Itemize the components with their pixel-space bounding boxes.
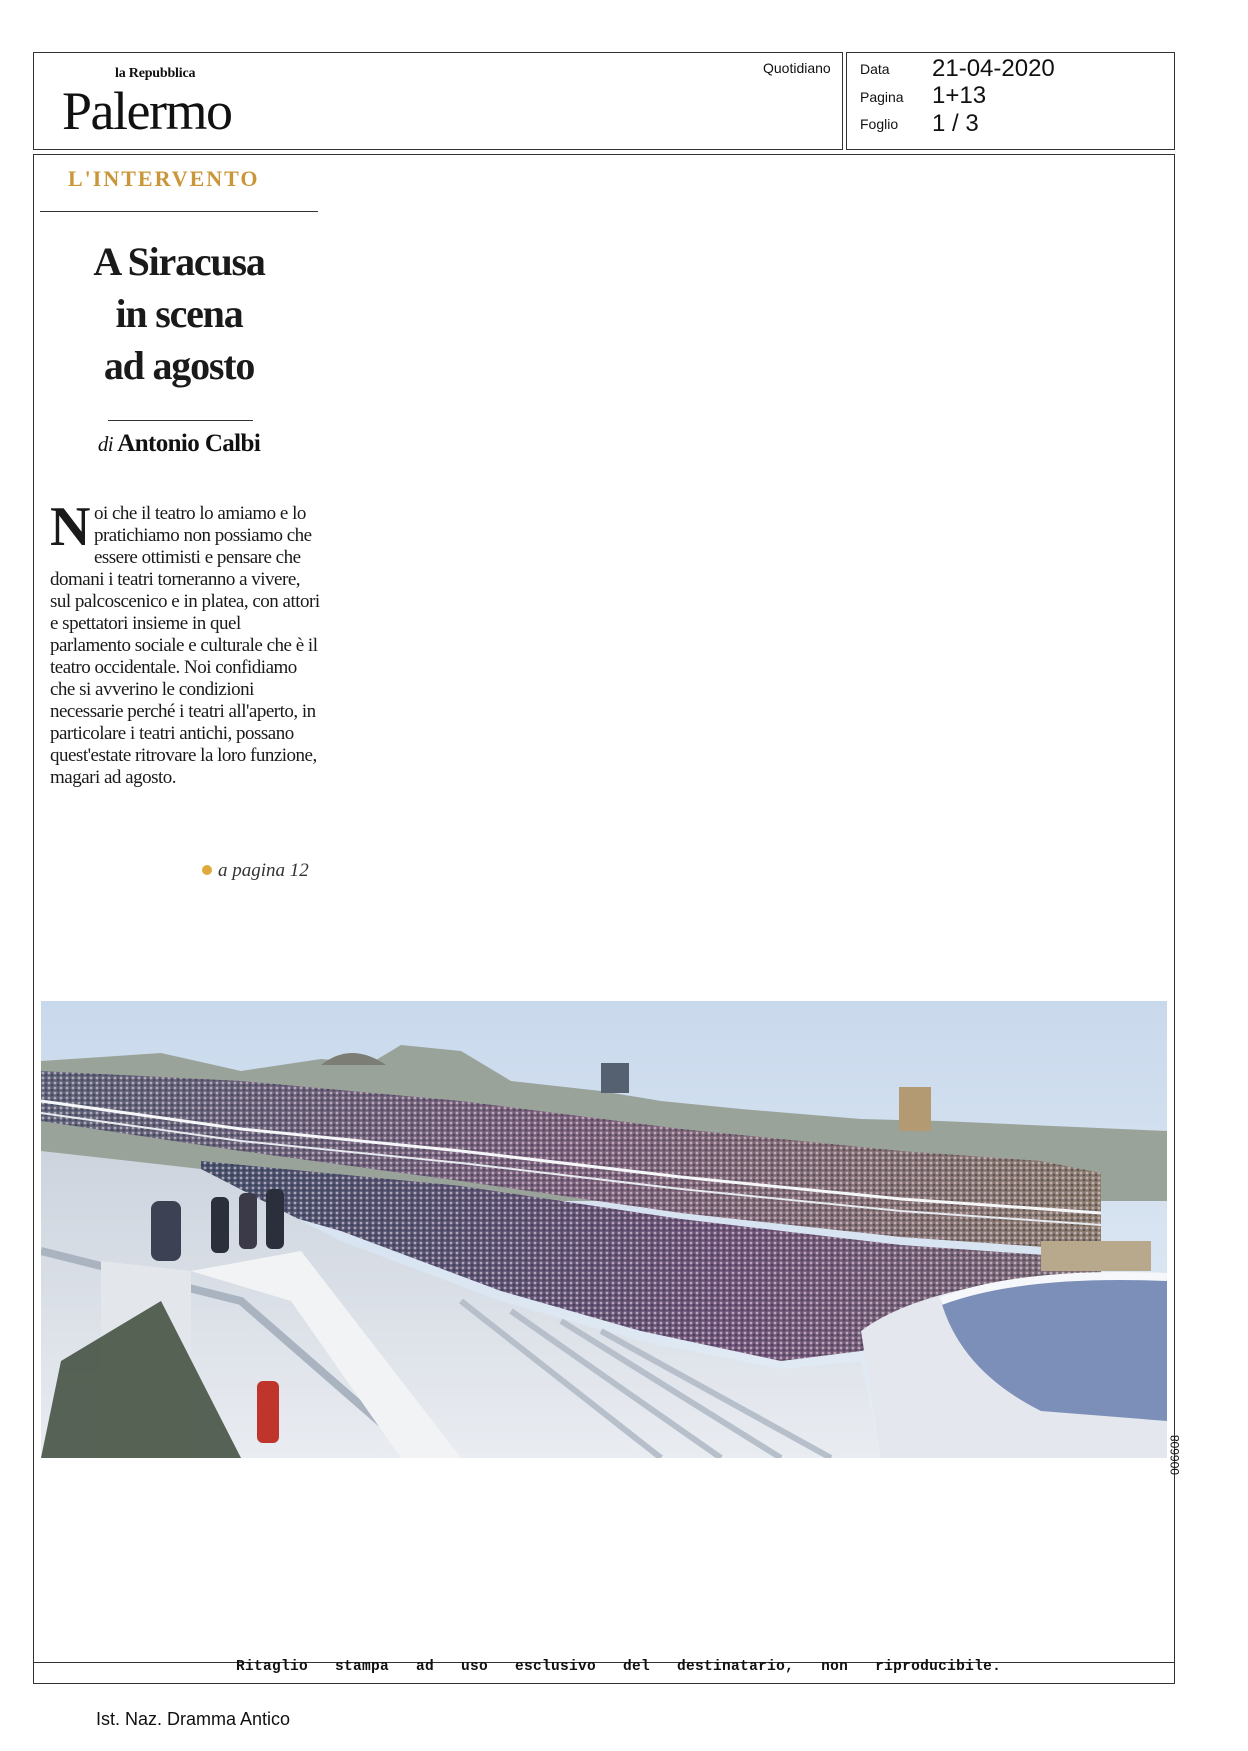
headline-line: A Siracusa [93,239,265,284]
headline-line: ad agosto [103,343,255,388]
meta-date-label: Data [860,61,890,77]
byline-author: Antonio Calbi [117,430,261,457]
kicker-divider [40,211,318,212]
bullet-dot-icon [202,865,212,875]
frequency-label: Quotidiano [763,60,831,76]
headline-line: in scena [115,291,243,336]
theatre-photo-illustration [41,1001,1167,1458]
source-label: Ist. Naz. Dramma Antico [96,1709,291,1729]
article-body-text: oi che il teatro lo amiamo e lo pratichiamo non possiamo che essere ottimisti e pensare che domani i teatri torneranno a vivere, sul palcoscenico e in platea, con attori e spettatori insieme in quel parlamento sociale e culturale che è il teatro occidentale. Noi confidiamo che si avverino le condizioni necessarie perché i teatri all'aperto, in particolare i teatri antichi, possano quest'estate ritrovare la loro funzione, magari ad agosto. [50,503,320,788]
byline-divider [108,420,253,421]
article-headline [40,236,318,392]
meta-sheet-label: Foglio [860,116,899,132]
article-body [50,496,320,789]
article-byline [40,430,318,458]
continued-text: a pagina 12 [218,860,309,881]
byline-prefix: di [97,432,113,456]
meta-page-label: Pagina [860,89,904,105]
drop-cap: N [50,496,90,558]
article-kicker: L'INTERVENTO [68,166,260,191]
meta-page-value: 1+13 [932,82,987,109]
footer-disclaimer: Ritaglio stampa ad uso esclusivo del destinatario, non riproducibile. [236,1659,1002,1675]
theatre-photo [41,1001,1167,1458]
continued-reference[interactable] [202,860,309,882]
archive-code: 006608 [1168,1434,1182,1475]
brand-edition: Palermo [62,81,232,141]
meta-date-value: 21-04-2020 [932,55,1055,82]
brand-small: la Repubblica [115,66,196,81]
meta-sheet-value: 1 / 3 [932,110,979,137]
